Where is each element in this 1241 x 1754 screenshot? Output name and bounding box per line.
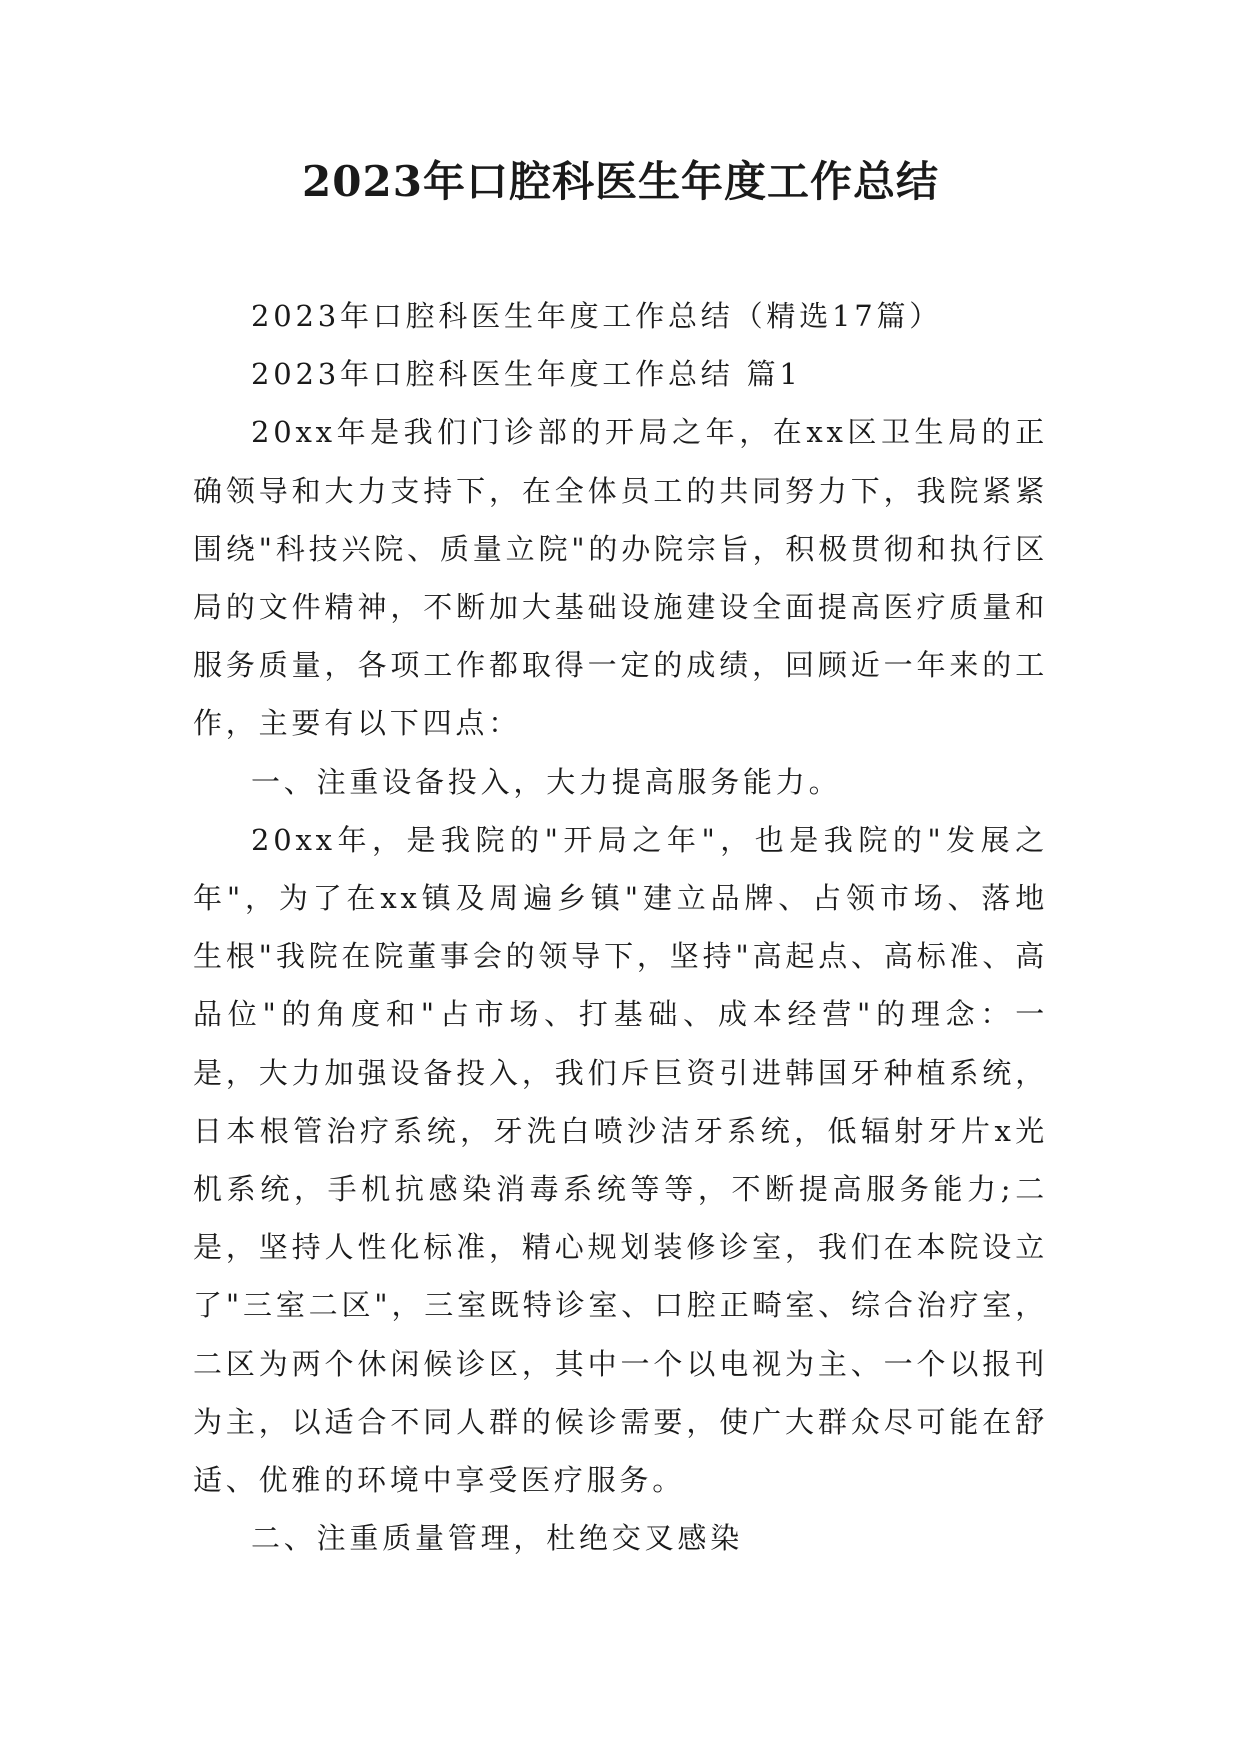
body-paragraph: 20xx年，是我院的"开局之年"，也是我院的"发展之年"，为了在xx镇及周遍乡镇"建立品牌、占领市场、落地生根"我院在院董事会的领导下，坚持"高起点、高标准、高品位"的角度和"占市场、打基础、成本经营"的理念：一是，大力加强设备投入，我们斥巨资引进韩国牙种植系统，日本根管治疗系统，牙洗白喷沙洁牙系统，低辐射牙片x光机系统，手机抗感染消毒系统等等，不断提高服务能力;二是，坚持人性化标准，精心规划装修诊室，我们在本院设立了"三室二区"，三室既特诊室、口腔正畸室、综合治疗室，二区为两个休闲候诊区，其中一个以电视为主、一个以报刊为主，以适合不同人群的候诊需要，使广大群众尽可能在舒适、优雅的环境中享受医疗服务。 xyxy=(193,822,1048,1498)
document-body xyxy=(193,287,1048,1567)
section-heading-part-1: 2023年口腔科医生年度工作总结 篇1 xyxy=(251,357,802,392)
section-heading-1: 一、注重设备投入，大力提高服务能力。 xyxy=(251,764,842,799)
document-title: 2023年口腔科医生年度工作总结 xyxy=(302,157,939,206)
subtitle-paragraph: 2023年口腔科医生年度工作总结（精选17篇） xyxy=(251,299,943,333)
body-paragraph: 20xx年是我们门诊部的开局之年，在xx区卫生局的正确领导和大力支持下，在全体员工的共同努力下，我院紧紧围绕"科技兴院、质量立院"的办院宗旨，积极贯彻和执行区局的文件精神，不断加大基础设施建设全面提高医疗质量和服务质量，各项工作都取得一定的成绩，回顾近一年来的工作，主要有以下四点： xyxy=(193,415,1048,741)
section-heading-2: 二、注重质量管理，杜绝交叉感染 xyxy=(251,1521,744,1556)
